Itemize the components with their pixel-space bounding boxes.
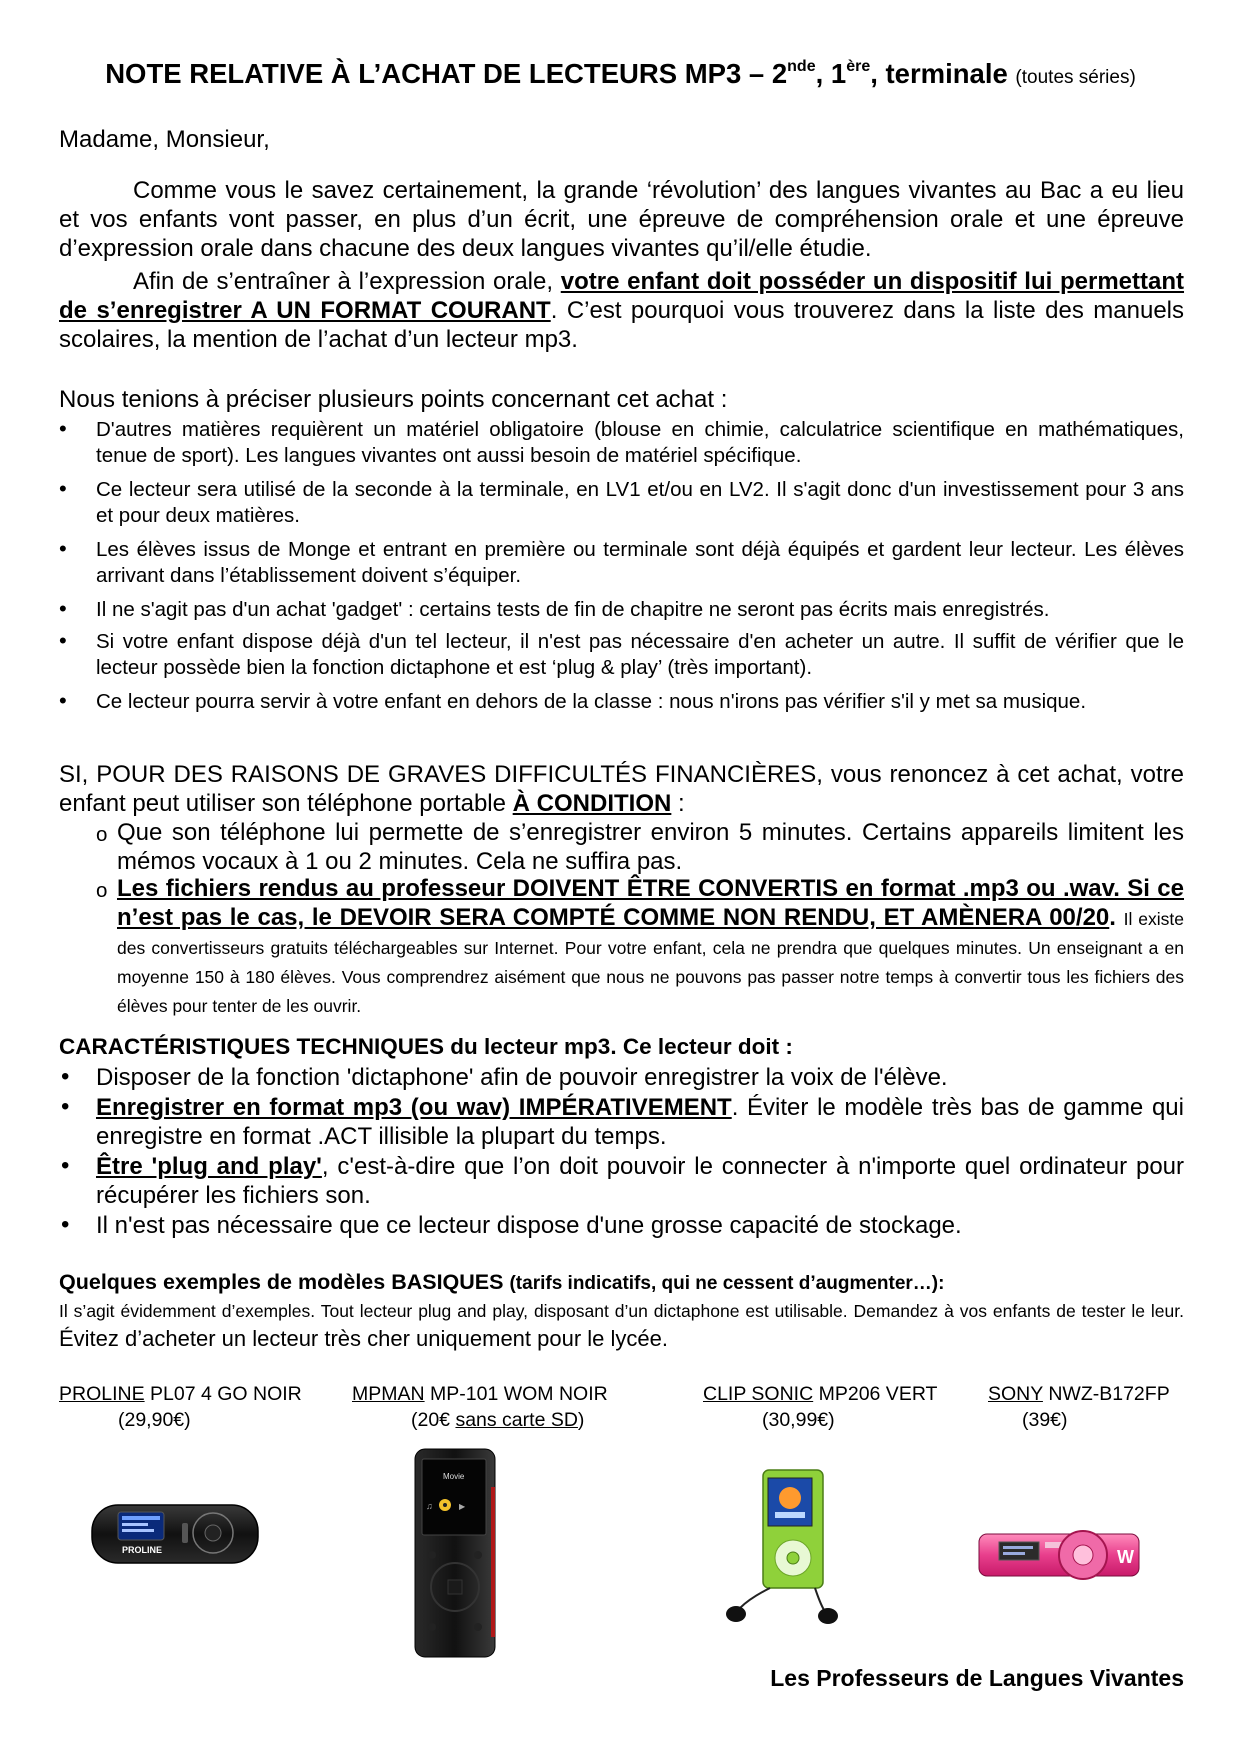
product-3-price: (30,99€): [762, 1409, 835, 1431]
specs-heading: CARACTÉRISTIQUES TECHNIQUES du lecteur mp3. Ce lecteur doit :: [59, 1034, 793, 1059]
intro-paragraph-1: Comme vous le savez certainement, la grande ‘révolution’ des langues vivantes au Bac a eu lieu et vos enfants vont passer, en plus d’un écrit, une épreuve de compréhension orale et une épreuve d’expression orale dans chacune des deux langues vivantes qu’il/elle étudie.: [59, 177, 1184, 262]
bullet-marker: •: [61, 1063, 70, 1090]
point-item-5: Si votre enfant dispose déjà d'un tel lecteur, il n'est pas nécessaire d'en acheter un autre. Il suffit de vérifier que le lecteur possède bien la fonction dictaphone et est ‘plug & play’ (très important).: [96, 630, 1184, 679]
spec-item-3: Être 'plug and play', c'est-à-dire que l’on doit pouvoir le connecter à n'importe quel ordinateur pour récupérer les fichiers son.: [96, 1153, 1185, 1209]
salutation: Madame, Monsieur,: [59, 126, 270, 153]
point-item-1: D'autres matières requièrent un matériel obligatoire (blouse en chimie, calculatrice scientifique en mathématiques, tenue de sport). Les langues vivantes ont aussi besoin de matériel spécifique.: [96, 418, 1184, 467]
point-item-6: Ce lecteur pourra servir à votre enfant en dehors de la classe : nous n'irons pas vérifier s'il y met sa musique.: [96, 690, 1087, 713]
examples-note: Il s’agit évidemment d’exemples. Tout lecteur plug and play, disposant d’un dictaphone est utilisable. Demandez à vos enfants de tester le leur. Évitez d’acheter un lecteur très cher uniquement pour le lycée.: [59, 1301, 1184, 1351]
condition-sub-item-1: Que son téléphone lui permette de s’enregistrer environ 5 minutes. Certains appareils limitent les mémos vocaux à 1 ou 2 minutes. Cela ne suffira pas.: [117, 819, 1184, 875]
point-item-3: Les élèves issus de Monge et entrant en première ou terminale sont déjà équipés et gardent leur lecteur. Les élèves arrivant dans l’établissement doivent s’équiper.: [96, 538, 1184, 587]
mpman-screen-label: Movie: [443, 1472, 465, 1481]
product-4-price: (39€): [1022, 1409, 1068, 1431]
condition-sub-item-2: Les fichiers rendus au professeur DOIVENT ÊTRE CONVERTIS en format .mp3 ou .wav. Si ce n’est pas le cas, le DEVOIR SERA COMPTÉ COMME NON RENDU, ET AMÈNERA 00/20. Il existe des convertisseurs gratuits téléchargeables sur Internet. Pour votre enfant, cela ne prendra que quelques minutes. Un enseignant a en moyenne 150 à 180 élèves. Vous comprendrez aisément que nous ne pouvons pas passer notre temps à convertir tous les fichiers des élèves pour tenter de les ouvrir.: [117, 875, 1184, 1016]
condition-paragraph: SI, POUR DES RAISONS DE GRAVES DIFFICULTÉS FINANCIÈRES, vous renoncez à cet achat, votre enfant peut utiliser son téléphone portable À CONDITION :: [59, 761, 1184, 817]
bullet-marker: •: [59, 536, 67, 561]
examples-heading: Quelques exemples de modèles BASIQUES (tarifs indicatifs, qui ne cessent d’augmenter…):: [59, 1270, 945, 1294]
mpman-player-image: [412, 1447, 498, 1660]
signature: Les Professeurs de Langues Vivantes: [770, 1665, 1184, 1691]
spec-item-1: Disposer de la fonction 'dictaphone' afin de pouvoir enregistrer la voix de l'élève.: [96, 1064, 948, 1091]
sub-bullet-marker: o: [96, 823, 108, 846]
bullet-marker: •: [59, 628, 67, 653]
svg-text:♫: ♫: [426, 1501, 433, 1511]
bullet-marker: •: [61, 1152, 70, 1179]
point-item-4: Il ne s'agit pas d'un achat 'gadget' : certains tests de fin de chapitre ne seront pas écrits mais enregistrés.: [96, 598, 1050, 621]
proline-player-image: [88, 1495, 263, 1575]
product-3-caption: CLIP SONIC MP206 VERT: [703, 1383, 938, 1405]
svg-text:W: W: [1117, 1547, 1134, 1567]
product-1-price: (29,90€): [118, 1409, 191, 1431]
points-heading: Nous tenions à préciser plusieurs points concernant cet achat :: [59, 386, 728, 413]
sony-player-image: [975, 1520, 1143, 1590]
point-item-2: Ce lecteur sera utilisé de la seconde à la terminale, en LV1 et/ou en LV2. Il s'agit donc d'un investissement pour 3 ans et pour deux matières.: [96, 478, 1184, 527]
svg-text:▶: ▶: [459, 1502, 466, 1511]
bullet-marker: •: [61, 1211, 70, 1238]
bullet-marker: •: [59, 688, 67, 713]
product-2-caption: MPMAN MP-101 WOM NOIR: [352, 1383, 608, 1405]
spec-item-4: Il n'est pas nécessaire que ce lecteur dispose d'une grosse capacité de stockage.: [96, 1212, 962, 1239]
product-2-price: (20€ sans carte SD): [411, 1409, 585, 1431]
clipsonic-player-image: [720, 1468, 845, 1628]
bullet-marker: •: [59, 416, 67, 441]
sub-bullet-marker: o: [96, 879, 108, 902]
spec-item-2: Enregistrer en format mp3 (ou wav) IMPÉRATIVEMENT. Éviter le modèle très bas de gamme qui enregistre en format .ACT illisible la plupart du temps.: [96, 1094, 1184, 1150]
product-1-caption: PROLINE PL07 4 GO NOIR: [59, 1383, 302, 1405]
product-4-caption: SONY NWZ-B172FP: [988, 1383, 1170, 1405]
bullet-marker: •: [59, 596, 67, 621]
bullet-marker: •: [61, 1093, 70, 1120]
bullet-marker: •: [59, 476, 67, 501]
intro-paragraph-2: Afin de s’entraîner à l’expression orale, votre enfant doit posséder un dispositif lui permettant de s’enregistrer A UN FORMAT COURANT. C’est pourquoi vous trouverez dans la liste des manuels scolaires, la mention de l’achat d’un lecteur mp3.: [59, 268, 1185, 353]
proline-logo-text: PROLINE: [122, 1545, 163, 1555]
document-title: NOTE RELATIVE À L’ACHAT DE LECTEURS MP3 – 2nde, 1ère, terminale (toutes séries): [105, 58, 1136, 89]
